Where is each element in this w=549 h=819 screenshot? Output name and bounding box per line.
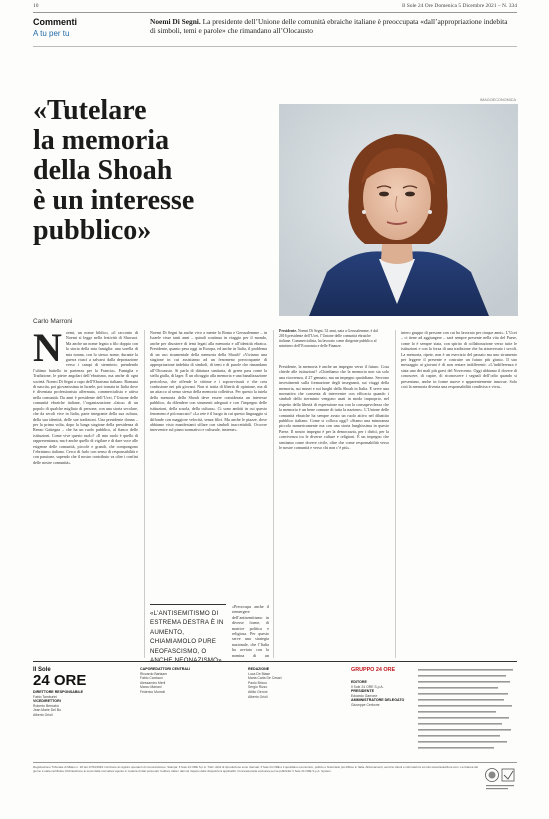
portrait-photo: [279, 104, 518, 316]
masthead-heading: REDAZIONE: [248, 667, 270, 671]
byline: Carlo Marroni: [33, 318, 73, 325]
article-deck: [150, 17, 510, 35]
section-name: Commenti: [33, 17, 78, 27]
page-number: 10: [33, 3, 39, 9]
title-line: della Shoah: [33, 155, 173, 186]
column-text: intero gruppo di persone con cui ho lavorato per cinque anni». L’Ucei – ci tiene ad aggiungere – sarà sempre presente nella vita del Paese, come lo è sempre stata, con spirito di collaborazione verso tutte le istituzioni e con la forza di una tradizione che ha attraversato i secoli. La memoria, ripete, non è un esercizio del passato ma uno strumento per leggere il presente e costruire un futuro più giusto. Il suo messaggio ai giovani è di non restare indifferenti: «L’indifferenza è stata uno dei mali più gravi del Novecento. Oggi abbiamo il dovere di conoscere, di capire, di riconoscere i segnali dell’odio quando si presentano, anche in forme nuove e apparentemente innocue. Solo così la memoria diventa una responsabilità condivisa e viva».: [401, 330, 517, 390]
masthead-block-1: [33, 690, 133, 758]
masthead-line: Attilio Geroni: [248, 689, 268, 694]
sole24ore-logo: [33, 667, 86, 687]
column-divider: [395, 330, 396, 658]
masthead-line: Fabio Tamburini: [33, 694, 58, 699]
masthead-line: Paolo Bricco: [248, 680, 268, 685]
masthead-line: Riccardo Barlaam: [140, 671, 167, 676]
gruppo-word: GRUPPO: [351, 667, 375, 673]
paper-date: Il Sole 24 Ore Domenica 5 Dicembre 2021 – N. 334: [401, 3, 517, 9]
masthead-line: Luca De Biase: [248, 671, 271, 676]
masthead-line: Edoardo Garrone: [351, 693, 378, 698]
column-text: Noemi Di Segni ha anche vivo a mente la Roma e Gerusalemme – in Israele visse tanti anni – quindi continua in viaggio per il mondo, anche per discutere di temi legati alla memoria e all’identità ebraica. Presidente, quanto pesa oggi in Europa, ed anche in Italia, il problema di un uso strumentale della memoria della Shoah? «Viviamo una stagione in cui assistiamo ad un fenomeno preoccupante di appropriazione indebita di simboli, di temi e di parole che rimandano all’Olocausto. Si parla di dittatura sanitaria, di green pass come la stella gialla, di lager. È un oltraggio alla memoria e una banalizzazione pericolosa, che offende le vittime e i sopravvissuti e che crea confusione nei più giovani. Non si tratta di libertà di opinione, ma di un attacco al senso stesso della memoria collettiva. Per questo la tutela della memoria della Shoah deve essere considerata un interesse pubblico, da difendere con strumenti adeguati e con l’impegno delle istituzioni, della scuola, della cultura». Ci sono ambiti in cui questo fenomeno è più marcato? «La rete è il luogo in cui questo linguaggio si diffonde con maggiore velocità, senza filtri. Ma anche le piazze, dove abbiamo visto manifestanti sfilare con simboli inaccettabili. Occorre intervenire sul piano normativo e culturale, insieme».: [150, 330, 267, 433]
column-text: oemi, un nome biblico, «il racconto di Noemi si legge nella festività di Shavuot. Ma anche un nome legato a filo doppio con la storia della mia famiglia: una sorella di mia nonna, con lo stesso nome, durante la guerra riuscì a salvarsi dalla deportazione verso i campi di sterminio, prendendo l’ultimo battello in partenza per la Francia». Famiglia e Tradizione, le pietre angolari dell’ebraismo, ma anche di ogni società. Noemi Di Segni a capo dell’Ebraismo italiano. Romana di nascita, poi giovanissima in Israele, poi tornata in Italia dove è diventata professionista affermata, commercialista e attiva nella comunità. Da anni è presidente dell’Ucei, l’Unione delle comunità ebraiche italiane, l’organizzazione «laica» di un popolo di qualche migliaio di persone, con una storia secolare, che da secoli vive in Italia, parte integrante della sua cultura, della sua identità, delle sue tradizioni. Una presidente donna – per la prima volta, dopo la lunga stagione della presidenza di Renzo Gattegna – che ha un ruolo pubblico, al fianco delle istituzioni. Come vive questo ruolo? «Il mio ruolo è quello di rappresentanza, ma è anche quello di vigilare e di dare voce alle esigenze delle comunità, piccole e grandi, che compongono l’ebraismo italiano. Cerco di farlo con senso di responsabilità e con passione, sapendo che il nostro contributo va oltre i confini delle nostre comunità».: [33, 330, 138, 465]
fineprint-rule: [33, 762, 517, 763]
masthead-line: Roberto Bernabò: [33, 703, 59, 708]
deck-text: La presidente dell’Unione delle comunità ebraiche italiane è preoccupata «dall’appropriazione indebita di simboli, temi e parole» che rimandano all’Olocausto: [150, 17, 508, 36]
article-column-2: [150, 330, 267, 600]
certification-seals: [484, 766, 516, 792]
legal-fineprint: Registrazione Tribunale di Milano n. 26 del 17/03/1949. Iscrizione al registro operatori di comunicazione. Stampa: Il Sole 24 ORE S.p.A. Tutti i diritti di riproduzione sono riservati. Il Sole 24 ORE è il quotidiano economico, politico e finanziario più diffuso in Italia. Abbonamenti, servizio clienti e informazioni sul sito www.ilsole24ore.com. La tiratura del giorno è stata certificata. Dichiarazione ai sensi della normativa vigente in materia di dati personali: l’editore tratta i dati nel rispetto delle disposizioni applicabili. Concessionaria esclusiva per la pubblicità: Il Sole 24 ORE S.p.A. System.: [33, 765, 478, 774]
masthead-heading: CAPOREDATTORI CENTRALI: [140, 667, 191, 671]
column-divider: [273, 330, 274, 658]
masthead-heading: PRESIDENTE: [351, 689, 374, 694]
seal-center: [489, 772, 496, 779]
title-line: è un interesse: [33, 185, 195, 216]
pullquote: «L’ANTISEMITISMO DI ESTREMA DESTRA È IN AUMENTO, CHIAMIAMOLO PURE NEOFASCISMO, O ANCHE NEONAZISMO»: [150, 610, 224, 665]
footer-rule: [33, 661, 517, 662]
logo-top: Il Sole: [33, 667, 51, 673]
deck-bold: Noemi Di Segni.: [150, 17, 201, 26]
masthead-line: Sergio Rizzo: [248, 685, 268, 690]
masthead-heading: DIRETTORE RESPONSABILE: [33, 690, 84, 694]
title-line: la memoria: [33, 125, 170, 156]
drop-cap: N: [33, 330, 62, 370]
article-column-1: [33, 330, 138, 658]
masthead-line: Fabio Carducci: [140, 676, 163, 681]
title-line: «Tutelare: [33, 95, 147, 126]
header-rule: [33, 46, 517, 47]
photo-credit: IMAGOECONOMICA: [480, 98, 517, 102]
masthead-block-3: [248, 667, 344, 757]
portrait-illustration: [279, 104, 518, 316]
caption-bold: Presidente.: [279, 329, 297, 333]
article-title: [33, 96, 258, 246]
article-column-3: [279, 364, 389, 658]
caption-text: Noemi Di Segni, 52 anni, nata a Gerusalemme, è dal 2016 presidente dell’Ucei, l’Unione delle comunità ebraiche italiane. Commercialista, ha lavorato come dirigente pubblico al ministero dell’Economia e delle Finanze.: [279, 329, 378, 348]
price-list-block: [418, 667, 517, 759]
photo-caption: [279, 329, 382, 349]
section-sub: A tu per tu: [33, 29, 70, 38]
gruppo-24ore: 24 ORE: [375, 667, 396, 673]
masthead-line: Jean Marie Del Bo: [33, 708, 61, 713]
article-column-2b: [232, 604, 269, 658]
pullquote-rule: [150, 604, 226, 605]
masthead-line: Marco Mariani: [140, 685, 162, 690]
title-line: pubblico»: [33, 215, 152, 246]
masthead-line: Giuseppe Cerbone: [351, 702, 380, 707]
masthead-block-2: [140, 667, 240, 757]
masthead-block-4: [351, 680, 411, 758]
column-text: «Preoccupa anche il riemergere dell’antisemitismo in diverse forme, di matrice politica e religiosa. Per questo serve una strategia nazionale, che l’Italia ha avviato con la nomina di un: [232, 604, 269, 658]
column-divider: [144, 330, 145, 658]
masthead-line: Alberto Orioli: [33, 712, 53, 717]
column-text: Presidente, la memoria è anche un impegno verso il futuro. Cosa chiede alle istituzioni? «Chiediamo che la memoria non sia solo una ricorrenza, il 27 gennaio, ma un impegno quotidiano. Servono investimenti sulla formazione degli insegnanti, sui viaggi della memoria, sui musei e sui luoghi della Shoah in Italia. E serve una normativa che consenta di intervenire con efficacia quando i simboli dello sterminio vengono usati in modo improprio, nel rispetto della libertà di espressione ma con la consapevolezza che la memoria è un bene comune di tutta la nazione». L’Unione delle comunità ebraiche ha sempre avuto un ruolo attivo nel dibattito pubblico italiano. Come si colloca oggi? «Siamo una minoranza piccola numericamente ma con una storia lunghissima in questo Paese. Il nostro impegno è per la democrazia, per i diritti, per la convivenza tra le diverse culture e religioni. È un impegno che sentiamo come dovere civile, oltre che come responsabilità verso le nostre comunità e verso chi non c’è più».: [279, 364, 389, 451]
masthead-line: Federico Momoli: [140, 689, 166, 694]
gruppo-logo: [351, 667, 395, 673]
masthead-heading: EDITORE: [351, 680, 367, 684]
masthead-line: Alberto Orioli: [248, 694, 268, 699]
masthead-line: Maria Carla De Cesari: [248, 676, 282, 681]
check-icon: [504, 771, 513, 779]
masthead-line: Alessandro Merli: [140, 680, 166, 685]
top-rule: [33, 12, 517, 13]
masthead-heading: VICEDIRETTORI: [33, 699, 61, 704]
logo-bottom: 24 ORE: [33, 672, 87, 689]
article-column-4: [401, 330, 517, 658]
masthead-heading: AMMINISTRATORE DELEGATO: [351, 698, 405, 703]
masthead-line: Il Sole 24 ORE S.p.A.: [351, 684, 384, 689]
